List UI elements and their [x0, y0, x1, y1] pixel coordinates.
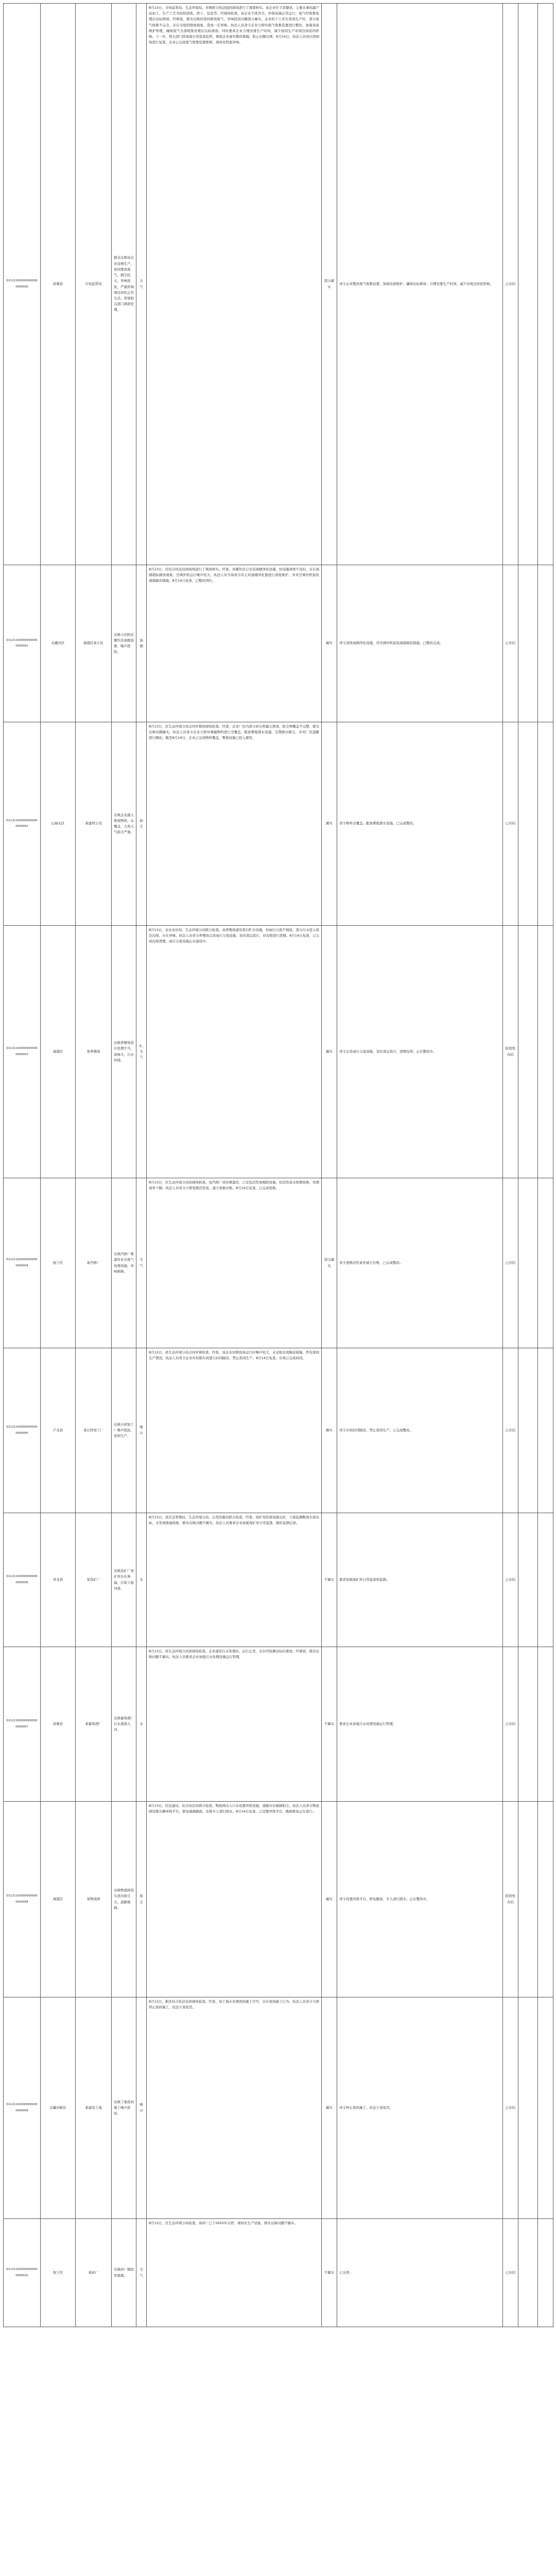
row-issue-cell: 反映石材加工厂噪声扰民，夜间生产。 [112, 1348, 136, 1513]
row-remark-cell [538, 1802, 553, 1997]
row-id-cell: D11211000000000000000002 [4, 722, 41, 926]
row-case-cell: 8月13日，县应急管理局、生态环境分局、自然资源局联合检查。经查，尾矿库防渗设施完好，下游监测断面水质达标，未发现渗漏现象，群众反映问题不属实。执法人员要求企业加强尾矿库日常巡查，做好监测记录。 [147, 1513, 322, 1647]
row-resp-cell [518, 4, 538, 565]
table-row [4, 1178, 553, 1348]
row-complaint-cell: 某葡萄酒厂 [76, 1647, 112, 1802]
row-remark-cell [538, 926, 553, 1178]
row-resp-cell [518, 565, 538, 722]
row-complaint-cell: 某建设工地 [76, 1997, 112, 2219]
table-row [4, 565, 553, 722]
row-case-cell: 8月13日，区生态环境分局检查。该砖厂已于2020年关停，现场无生产迹象，群众反映问题不属实。 [147, 2219, 322, 2327]
row-resp-cell [518, 722, 538, 926]
row-type-cell: 噪声 [136, 1997, 147, 2219]
row-issue-cell: 反映养殖场粪污处理不当，臭味大，污水外排。 [112, 926, 136, 1178]
row-result-cell: 要求加强尾矿库日常巡查和监测。 [337, 1513, 503, 1647]
row-type-cell: 水、大气 [136, 926, 147, 1178]
row-remark-cell [538, 722, 553, 926]
row-issue-cell: 反映汽修厂喷漆作业无废气处理设施，异味刺鼻。 [112, 1178, 136, 1348]
row-id-cell: D11211000000000000000009 [4, 1997, 41, 2219]
row-complaint-cell: 某汽修厂 [76, 1178, 112, 1348]
row-case-cell: 8月13日，农业农村局、生态环境分局联合检查。该养殖场建有粪污贮存设施，但雨污分流不彻底，部分污水进入周边沟渠，存在异味。执法人员责令养殖场完善雨污分流设施，及时清运粪污，对沟渠进行清理。8月14日复查，已完成沟渠清理，雨污分流设施正在建设中。 [147, 926, 322, 1178]
row-remark-cell [538, 1513, 553, 1647]
row-issue-cell: 反映选矿厂尾矿库存在渗漏，污染下游河道。 [112, 1513, 136, 1647]
row-location-cell: 抚宁区 [41, 2219, 76, 2327]
row-location-cell: 海港区 [41, 1802, 76, 1997]
row-follow-cell: 已办结 [503, 565, 518, 722]
row-id-cell: D11211000000000000000004 [4, 1178, 41, 1348]
row-result-cell: 责令清洗油烟净化设施，对空调外机加装减震隔音措施，已整改完成。 [337, 565, 503, 722]
row-follow-cell: 已办结 [503, 722, 518, 926]
row-issue-cell: 反映企业露天堆放物料，未覆盖，大风天气扬尘严重。 [112, 722, 136, 926]
row-follow-cell: 已办结 [503, 1647, 518, 1802]
row-location-cell: 北戴河新区 [41, 1997, 76, 2219]
row-follow-cell: 阶段性办结 [503, 1802, 518, 1997]
row-complaint-cell: 某建材公司 [76, 722, 112, 926]
row-follow-cell: 已办结 [503, 2219, 518, 2327]
row-resp-cell [518, 1647, 538, 1802]
table-row [4, 1647, 553, 1802]
row-location-cell: 海港区 [41, 926, 76, 1178]
row-id-cell: D11211000000000000000001 [4, 565, 41, 722]
row-follow-cell: 已办结 [503, 1178, 518, 1348]
table-row [4, 1513, 553, 1647]
row-id-cell: D11211000000000000000010 [4, 2219, 41, 2327]
table-row [4, 722, 553, 926]
row-remark-cell [538, 1647, 553, 1802]
row-remark-cell [538, 4, 553, 565]
row-truth-cell: 属实 [322, 1802, 337, 1997]
table-row [4, 4, 553, 565]
row-id-cell: D11211000000000000000000 [4, 4, 41, 565]
row-result-cell: 要求企业加强污水处理设施运行管理。 [337, 1647, 503, 1802]
row-location-cell: 北戴河区 [41, 565, 76, 722]
row-id-cell: D11211000000000000000007 [4, 1647, 41, 1802]
row-resp-cell [518, 1513, 538, 1647]
row-location-cell: 山海关区 [41, 722, 76, 926]
row-truth-cell: 部分属实 [322, 4, 337, 565]
row-issue-cell: 反映物流园货车进出扬尘大，道路破损。 [112, 1802, 136, 1997]
row-location-cell: 昌黎县 [41, 1647, 76, 1802]
row-type-cell: 噪声 [136, 1348, 147, 1513]
row-result-cell: 责令车间封闭隔音，禁止夜间生产，已完成整改。 [337, 1348, 503, 1513]
row-truth-cell: 不属实 [322, 2219, 337, 2327]
row-issue-cell: 反映工地夜间施工噪声扰民。 [112, 1997, 136, 2219]
row-result-cell: 责令企业整改废气收集装置，加强设备维护，确保达标排放；合理安排生产时间，减少对周边居民影响。 [337, 4, 503, 565]
row-type-cell: 大气 [136, 4, 147, 565]
row-follow-cell: 已办结 [503, 1513, 518, 1647]
row-type-cell: 水 [136, 1647, 147, 1802]
row-complaint-cell: 某选矿厂 [76, 1513, 112, 1647]
row-resp-cell [518, 2219, 538, 2327]
table-row [4, 926, 553, 1178]
row-case-cell: 8月13日，区住建局、综合执法局联合检查。物流园出入口未设置冲洗设施，道路存在破损积尘。执法人员责令物流园设置车辆冲洗平台，修复破损路面，安排专人清扫洒水。8月14日复查，已设置冲洗平台，路面修复正在进行。 [147, 1802, 322, 1997]
row-remark-cell [538, 2219, 553, 2327]
table-row [4, 1348, 553, 1513]
row-complaint-cell: 某物流园 [76, 1802, 112, 1997]
row-type-cell: 扬尘 [136, 1802, 147, 1997]
row-truth-cell: 属实 [322, 722, 337, 926]
complaint-table [3, 3, 553, 2327]
row-truth-cell: 属实 [322, 1348, 337, 1513]
row-complaint-cell: 某养殖场 [76, 926, 112, 1178]
row-resp-cell [518, 1348, 538, 1513]
row-location-cell: 青龙县 [41, 1513, 76, 1647]
row-issue-cell: 群众反映该企业违规生产，夜间排放废气，烟尘较大，异味扰民，严重影响周边居民正常生活，希望相关部门调查处理。 [112, 4, 136, 565]
row-follow-cell: 阶段性办结 [503, 926, 518, 1178]
row-case-cell: 8月13日，区综合执法局到现场进行了调查核实。经查，该餐饮店已安装油烟净化设施，但设施清洗不及时，存在油烟超标排放现象；空调外机运行噪声较大。执法人员当场责令店主对油烟净化器进行清洗维护，并对空调外机加装减震隔音措施。8月14日复查，已整改到位。 [147, 565, 322, 722]
row-location-cell: 卢龙县 [41, 1348, 76, 1513]
table-row [4, 1802, 553, 1997]
row-result-cell: 已关停。 [337, 2219, 503, 2327]
row-issue-cell: 反映葡萄酒厂污水直排入河。 [112, 1647, 136, 1802]
row-remark-cell [538, 1178, 553, 1348]
row-complaint-cell: 市场监管局 [76, 4, 112, 565]
table-row [4, 1997, 553, 2219]
row-location-cell: 抚宁区 [41, 1178, 76, 1348]
row-remark-cell [538, 1997, 553, 2219]
row-truth-cell: 属实 [322, 926, 337, 1178]
table-row [4, 2219, 553, 2327]
row-location-cell: 昌黎县 [41, 4, 76, 565]
row-type-cell: 大气 [136, 2219, 147, 2327]
row-case-cell: 8月13日，区生态环境分局到现场核查。该汽修厂设有喷漆房，已安装活性炭吸附设施，但活性炭未按期更换，处理效率下降。执法人员责令立即更换活性炭，建立更换台账。8月14日复查，已完成更换。 [147, 1178, 322, 1348]
row-result-cell: 责令更换活性炭并建立台账，已完成整改。 [337, 1178, 503, 1348]
row-id-cell: D11211000000000000000008 [4, 1802, 41, 1997]
row-follow-cell: 已办结 [503, 4, 518, 565]
row-complaint-cell: 海港区某小区 [76, 565, 112, 722]
row-complaint-cell: 某砖厂 [76, 2219, 112, 2327]
row-remark-cell [538, 565, 553, 722]
row-resp-cell [518, 1997, 538, 2219]
row-type-cell: 扬尘 [136, 722, 147, 926]
row-remark-cell [538, 1348, 553, 1513]
row-truth-cell: 属实 [322, 565, 337, 722]
row-id-cell: D11211000000000000000003 [4, 926, 41, 1178]
row-complaint-cell: 某石材加工厂 [76, 1348, 112, 1513]
row-truth-cell: 属实 [322, 1997, 337, 2219]
row-id-cell: D11211000000000000000006 [4, 1513, 41, 1647]
row-case-cell: 8月13日，县生态环境分局到现场检查。企业建有污水处理站，运行正常，出水经检测达标后排放。经调查，群众反映问题不属实。执法人员要求企业加强污水处理设施运行管理。 [147, 1647, 322, 1802]
row-result-cell: 责令停止夜间施工，依法立案处罚。 [337, 1997, 503, 2219]
row-follow-cell: 已办结 [503, 1997, 518, 2219]
row-type-cell: 油烟 [136, 565, 147, 722]
row-truth-cell: 不属实 [322, 1513, 337, 1647]
row-result-cell: 责令设置冲洗平台、修复路面、专人清扫洒水；正在整改中。 [337, 1802, 503, 1997]
row-id-cell: D11211000000000000000005 [4, 1348, 41, 1513]
row-truth-cell: 部分属实 [322, 1178, 337, 1348]
row-case-cell: 8月13日，区生态环境分局会同乡镇到现场检查。经查，企业厂区内部分砂石料露天堆放，防尘网覆盖不完整，群众反映问题属实。执法人员责令企业立即对裸露物料进行全覆盖，配备雾炮洒水设施，定期洒水降尘，并对厂区道路进行硬化。截至8月14日，企业已完成物料覆盖，雾炮设施已投入使用。 [147, 722, 322, 926]
row-issue-cell: 反映小区附近餐饮店油烟直排，噪声扰民。 [112, 565, 136, 722]
row-result-cell: 责令物料全覆盖、配备雾炮洒水设施，已完成整改。 [337, 722, 503, 926]
row-resp-cell [518, 926, 538, 1178]
row-case-cell: 8月13日，县生态环境分局会同乡镇检查。经查，该企业切割设备运行时噪声较大，未采取有效隔音措施，曾有夜间生产情况。执法人员责令企业对切割车间进行封闭隔音，禁止夜间生产。8月14日复查，车间已完成封闭。 [147, 1348, 322, 1513]
row-type-cell: 水 [136, 1513, 147, 1647]
row-result-cell: 责令完善雨污分流设施，及时清运粪污，清理沟渠；正在整改中。 [337, 926, 503, 1178]
row-truth-cell: 不属实 [322, 1647, 337, 1802]
row-follow-cell: 已办结 [503, 1348, 518, 1513]
row-case-cell: 8月13日，市场监管局、生态环境局、乡镇联合执法组到现场进行了调查核实。该企业位于昌黎县，主要从事农副产品加工，生产工艺为原料清洗、烘干、包装等。经现场检查，该企业手续齐全，环保设施正常运行，废气经收集处理后达标排放。经调查，群众反映的夜间排放废气、异味扰民问题部分属实。企业烘干工序在夜间生产时，部分废气收集不完全，存在无组织排放现象，造成一定异味。执法人员责令企业立即对废气收集装置进行整改，加强设备维护管理，确保废气全部收集处理后达标排放。同时要求企业合理安排生产时间，减少夜间生产对周边居民的影响。下一步，相关部门将加强日常巡查监管，督促企业落实整改措施，防止问题反弹。8月14日，执法人员再次到现场进行复查，企业已完成废气收集装置维修，现场无明显异味。 [147, 4, 322, 565]
row-resp-cell [518, 1178, 538, 1348]
row-case-cell: 8月13日，新区综合执法局到现场检查。经查，该工地未办理夜间施工许可，存在夜间施工行为。执法人员责令立即停止夜间施工，依法立案处罚。 [147, 1997, 322, 2219]
row-issue-cell: 反映砖厂烟囱冒黑烟。 [112, 2219, 136, 2327]
row-resp-cell [518, 1802, 538, 1997]
row-type-cell: 大气 [136, 1178, 147, 1348]
